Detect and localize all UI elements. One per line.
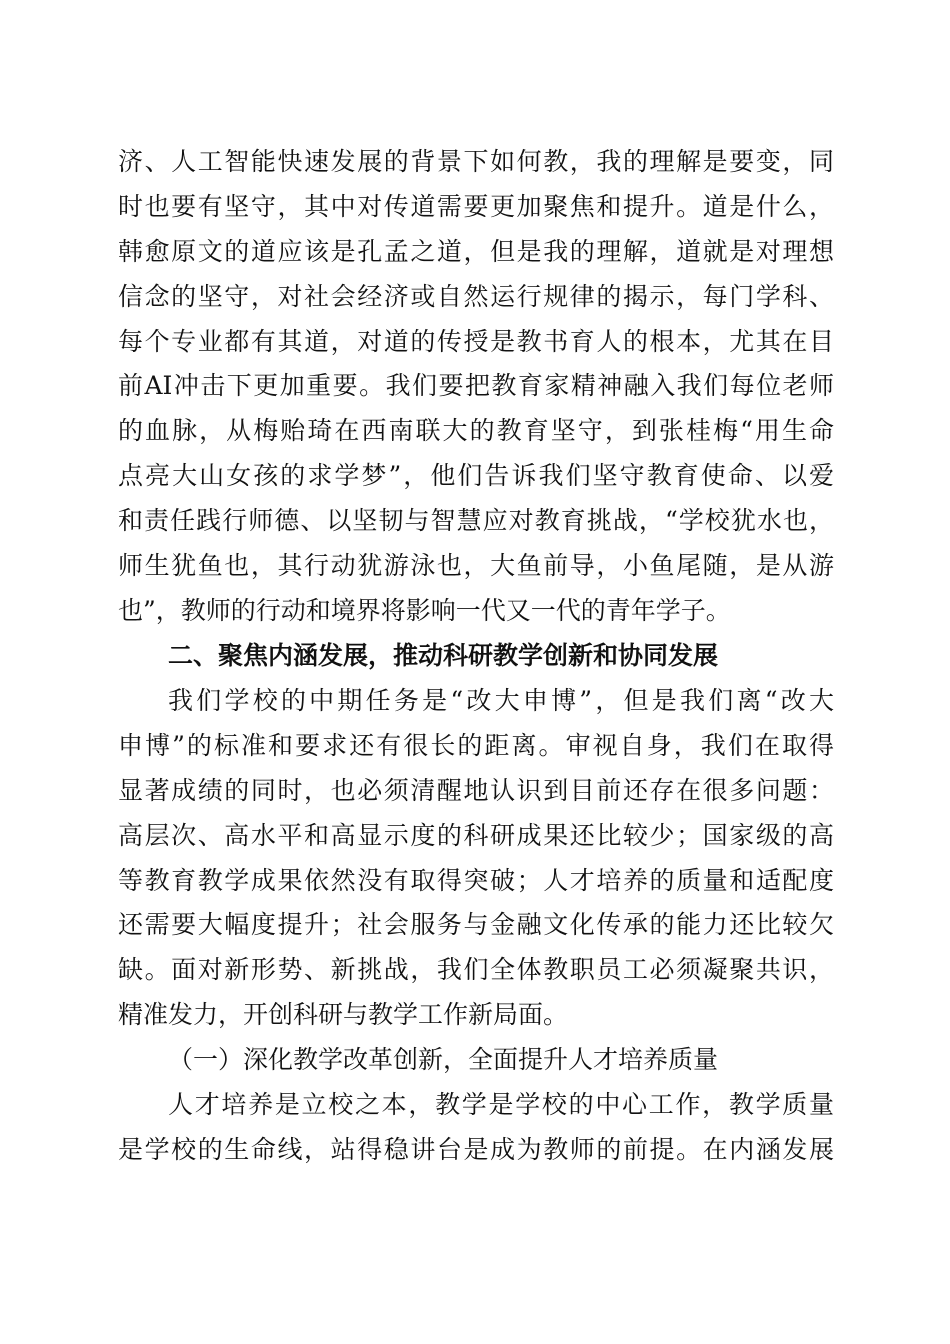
text-line: 师生犹鱼也，其行动犹游泳也，大鱼前导，小鱼尾随，是从游	[118, 551, 834, 581]
text-line: 缺。面对新形势、新挑战，我们全体教职员工必须凝聚共识，	[118, 955, 834, 985]
sub-section-heading-text: （一）深化教学改革创新，全面提升人才培养质量	[168, 1045, 719, 1074]
section-heading	[168, 634, 834, 679]
text-line: 的血脉，从梅贻琦在西南联大的教育坚守，到张桂梅“用生命	[118, 416, 834, 446]
text-line: 还需要大幅度提升；社会服务与金融文化传承的能力还比较欠	[118, 910, 834, 940]
text-line: 信念的坚守，对社会经济或自然运行规律的揭示，每门学科、	[118, 281, 834, 311]
text-line: 高层次、高水平和高显示度的科研成果还比较少；国家级的高	[118, 820, 834, 850]
paragraph-education-spirit	[118, 140, 834, 634]
text-line: 每个专业都有其道，对道的传授是教书育人的根本，尤其在目	[118, 326, 834, 356]
text-line: 是学校的生命线，站得稳讲台是成为教师的前提。在内涵发展	[118, 1134, 834, 1164]
text-line: 我们学校的中期任务是“改大申博”，但是我们离“改大	[168, 686, 834, 715]
sub-section-heading	[168, 1038, 834, 1083]
text-line: 申博”的标准和要求还有很长的距离。审视自身，我们在取得	[118, 730, 834, 760]
text-line: 前AI冲击下更加重要。我们要把教育家精神融入我们每位老师	[118, 371, 834, 401]
text-line: 也”，教师的行动和境界将影响一代又一代的青年学子。	[118, 595, 731, 625]
paragraph-mid-term-task	[118, 679, 834, 1038]
text-line: 和责任践行师德、以坚韧与智慧应对教育挑战，“学校犹水也，	[118, 506, 834, 536]
text-line: 济、人工智能快速发展的背景下如何教，我的理解是要变，同	[118, 147, 834, 176]
text-line: 显著成绩的同时，也必须清醒地认识到目前还存在很多问题：	[118, 775, 834, 805]
paragraph-talent-cultivation	[118, 1083, 834, 1173]
text-line: 时也要有坚守，其中对传道需要更加聚焦和提升。道是什么，	[118, 191, 834, 221]
text-line: 点亮大山女孩的求学梦”，他们告诉我们坚守教育使命、以爱	[118, 461, 834, 491]
text-line: 韩愈原文的道应该是孔孟之道，但是我的理解，道就是对理想	[118, 236, 834, 266]
text-line: 人才培养是立校之本，教学是学校的中心工作，教学质量	[168, 1090, 834, 1119]
section-heading-text: 二、聚焦内涵发展，推动科研教学创新和协同发展	[168, 641, 719, 670]
text-line: 精准发力，开创科研与教学工作新局面。	[118, 1000, 569, 1030]
text-line: 等教育教学成果依然没有取得突破；人才培养的质量和适配度	[118, 865, 834, 895]
